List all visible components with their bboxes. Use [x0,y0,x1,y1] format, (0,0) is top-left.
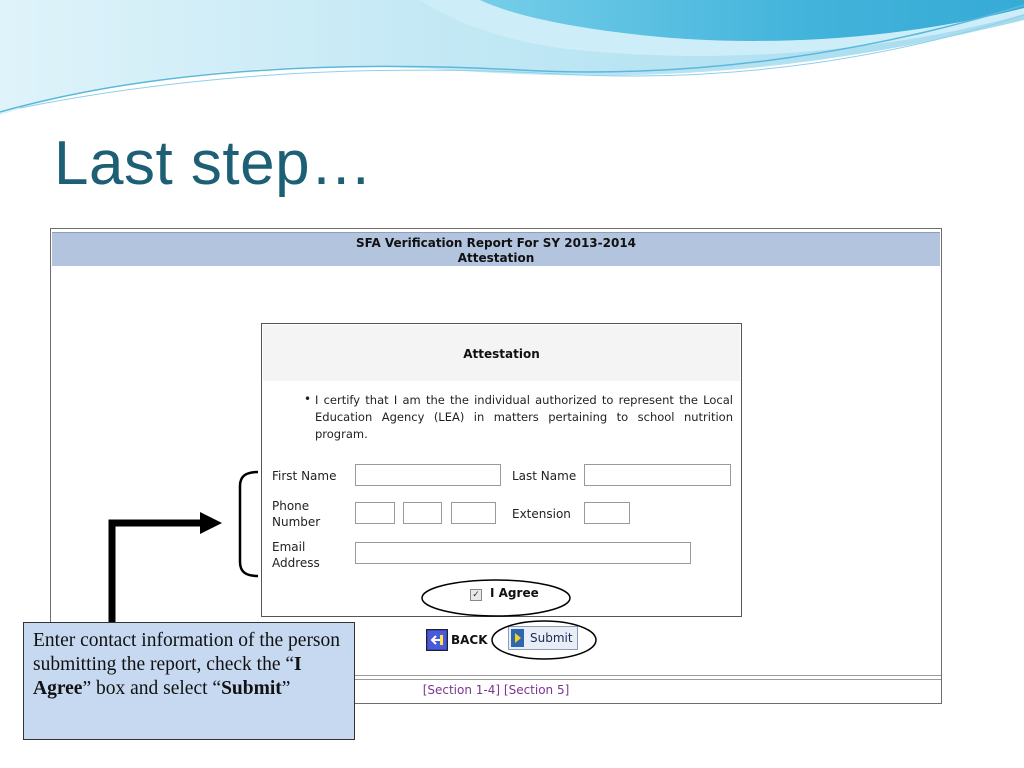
callout-agree-bold: I Agree [33,654,302,699]
report-title: SFA Verification Report For SY 2013-2014 [355,236,637,250]
callout-text-1: Enter contact information of the person submitting the report, check the [33,630,341,675]
callout-quote-open-2: “ [212,678,222,699]
pointer-arrow-head [200,512,222,534]
last-name-label: Last Name [512,469,577,483]
back-label: BACK [451,633,488,647]
first-name-label: First Name [272,469,337,483]
callout-text-2: box and select [91,678,213,699]
i-agree-label: I Agree [490,586,539,600]
submit-label: Submit [530,631,573,645]
callout-quote-open-1: “ [285,654,295,675]
slide-title: Last step… [54,129,373,198]
callout-quote-close-1: ” [82,678,92,699]
i-agree-checkbox[interactable]: ✓ [470,589,482,601]
phone-label-line1: Phone [272,499,310,513]
report-subtitle: Attestation [457,251,535,265]
submit-highlight-oval [492,621,596,659]
extension-label: Extension [512,507,571,521]
agree-highlight-oval [422,580,570,616]
instruction-callout [23,622,355,740]
section-1-4-link[interactable]: [Section 1-4] [422,683,501,697]
phone-label-line2: Number [272,515,321,529]
callout-quote-close-2: ” [281,678,291,699]
pointer-arrow-line [112,523,204,624]
email-label-line2: Address [272,556,320,570]
callout-submit-bold: Submit [221,678,282,699]
bullet-marker: • [304,392,312,406]
attestation-heading: Attestation [263,325,740,381]
attestation-statement: I certify that I am the the individual authorized to represent the Local Education Agency (LEA) in matters pertaining to school nutrition program. [315,393,733,441]
section-5-link[interactable]: [Section 5] [503,683,570,697]
email-label-line1: Email [272,540,306,554]
field-bracket [240,472,258,576]
